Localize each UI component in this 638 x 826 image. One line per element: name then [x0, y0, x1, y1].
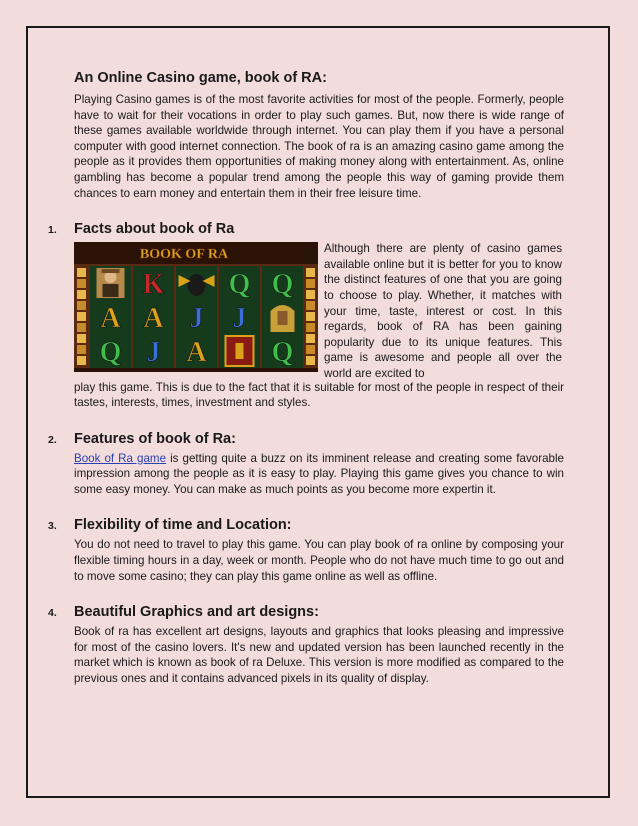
section-number: 1.	[48, 224, 57, 237]
slot-logo: BOOK OF RA	[139, 247, 229, 263]
reel-symbol: J	[146, 337, 161, 369]
section-number: 2.	[48, 433, 57, 446]
book-of-ra-link[interactable]: Book of Ra game	[74, 451, 167, 465]
pharaoh-face	[278, 311, 288, 325]
section-heading-4	[48, 604, 564, 620]
payline-marker	[77, 312, 86, 321]
payline-marker	[306, 290, 315, 299]
payline-marker	[306, 345, 315, 354]
reel-symbol: Q	[271, 337, 294, 369]
section-1-tail-text: play this game. This is due to the fact that it is suitable for most of the people in respect of their tastes, interests, times, investment and styles.	[74, 380, 564, 410]
payline-marker	[306, 323, 315, 332]
section-title: Features of book of Ra:	[74, 430, 236, 447]
payline-marker	[77, 301, 86, 310]
reel-symbol: J	[189, 303, 204, 335]
payline-marker	[77, 279, 86, 288]
section-title: Beautiful Graphics and art designs:	[74, 604, 319, 621]
section-heading-3	[48, 517, 564, 533]
section-heading-1	[48, 221, 564, 237]
reel-symbol: J	[232, 303, 247, 335]
section-number: 3.	[48, 520, 57, 533]
section-heading-2	[48, 431, 564, 447]
section-number: 4.	[48, 607, 57, 620]
payline-marker	[306, 268, 315, 277]
section-title: Flexibility of time and Location:	[74, 517, 292, 534]
scarab-symbol	[188, 274, 206, 296]
reel-symbol: Q	[99, 337, 122, 369]
payline-marker	[77, 268, 86, 277]
reel-symbol: Q	[228, 269, 251, 301]
document-title: An Online Casino game, book of RA:	[74, 70, 327, 86]
book-of-ra-screenshot	[74, 242, 318, 372]
payline-marker	[77, 356, 86, 365]
section-2-paragraph	[74, 451, 564, 498]
book-emblem	[236, 343, 244, 359]
payline-marker	[77, 334, 86, 343]
explorer-body	[103, 284, 119, 297]
reel-symbol: A	[100, 303, 121, 335]
payline-marker	[306, 334, 315, 343]
payline-marker	[306, 356, 315, 365]
intro-paragraph: Playing Casino games is of the most favorite activities for most of the people. Formerly, people have to wait for their vocations in order to play such games. But, now there is wide range of these games available worldwide through internet. You can play them if you have a personal computer with good internet connection. The book of ra is an amazing casino game among the people as it provides them opportunities of making money along with entertainment. As, online gambling has become a popular trend among the people this way of gaming provide them chances to earn money and entertain them in their free leisure time.	[74, 93, 564, 200]
payline-marker	[77, 323, 86, 332]
section-1-side-text: Although there are plenty of casino games available online but it is better for you to know the distinct features of one that you are going to choose to play. Whether, it matches with your time, taste, interest or cost. In this regards, book of RA has been gaining popularity due to its unique features. This game is awesome and people all over the world are excited to	[324, 242, 562, 380]
section-3-paragraph: You do not need to travel to play this game. You can play book of ra online by composing your flexible timing hours in a day, week or month. People who do not have much time to go out and to move some casino; they can play this game online as well as offline.	[74, 538, 564, 583]
reel-symbol: Q	[271, 269, 294, 301]
slot-footer	[74, 368, 318, 372]
explorer-hat	[102, 269, 120, 273]
reel-symbol: K	[142, 269, 165, 301]
section-2-text: is getting quite a buzz on its imminent release and creating some favorable impression among the people as it is easy to play. Playing this game gives you chance to win some easy money. You can make as much points as you become more expertin it.	[74, 451, 564, 496]
section-title: Facts about book of Ra	[74, 221, 235, 238]
reel-symbol: A	[143, 303, 164, 335]
payline-marker	[306, 279, 315, 288]
reel-symbol: A	[186, 337, 207, 369]
section-4-paragraph: Book of ra has excellent art designs, layouts and graphics that looks pleasing and impressive for most of the casino lovers. It's new and updated version has been launched recently in the market which is known as book of ra Deluxe. This version is more modified as compared to the previous ones and it contains advanced pixels in its quality of display.	[74, 625, 564, 686]
payline-marker	[77, 345, 86, 354]
payline-marker	[306, 312, 315, 321]
payline-marker	[77, 290, 86, 299]
section-1-body	[74, 241, 564, 381]
document-body	[48, 70, 564, 687]
payline-marker	[306, 301, 315, 310]
